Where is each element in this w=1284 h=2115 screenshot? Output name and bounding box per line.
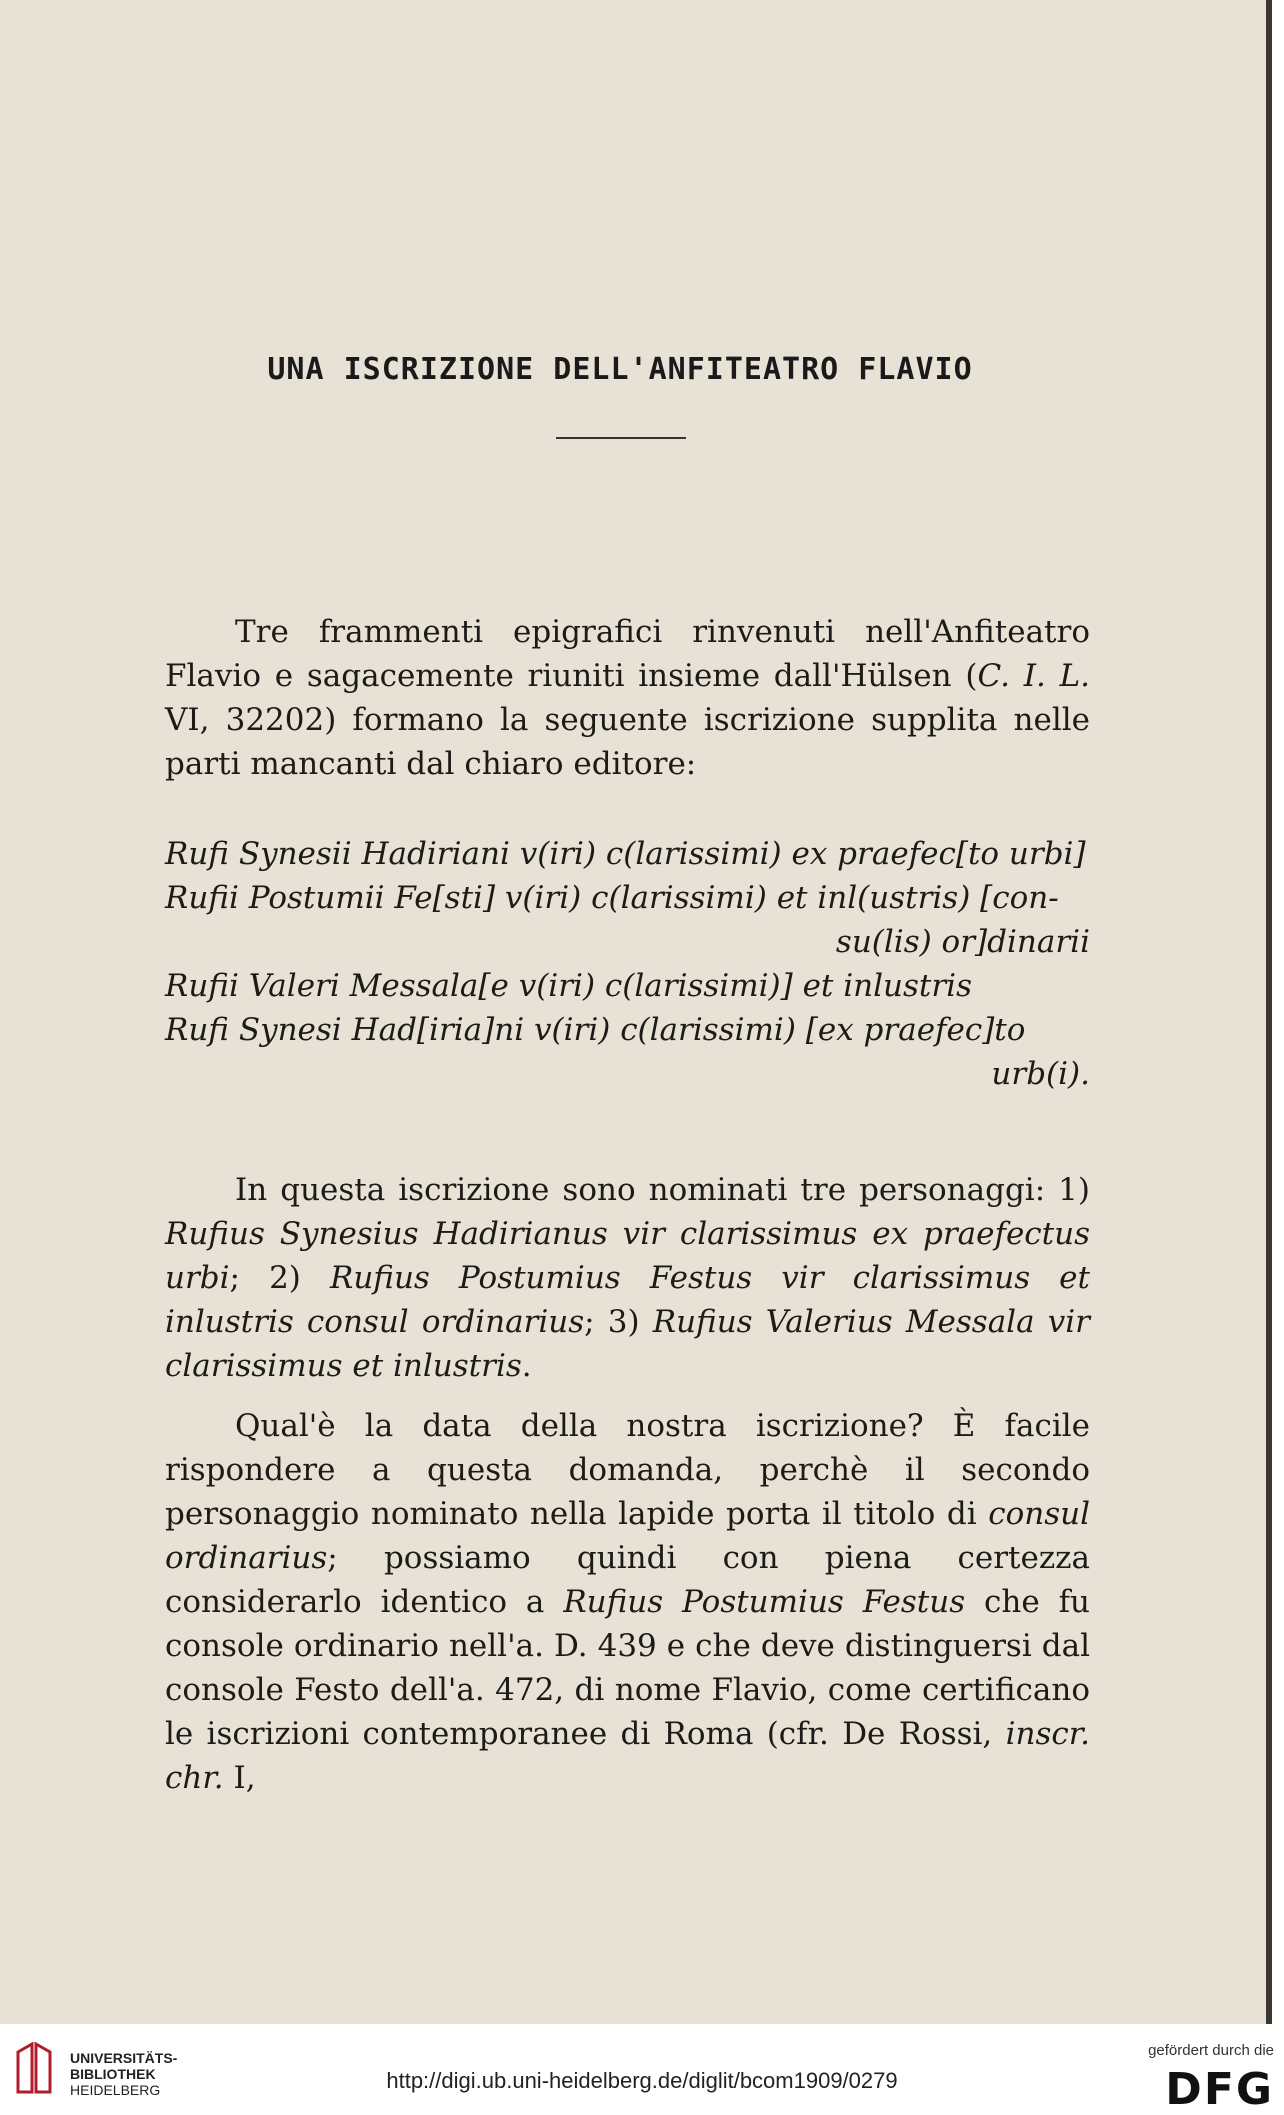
inscription-line: Rufi Synesi Had[iria]ni v(iri) c(larissimi) [ex praefec]to <box>165 1012 1026 1048</box>
footer-bar <box>0 2024 1284 2115</box>
para-italic: Rufius Postumius Festus vir clarissimus et inlustris consul ordinarius <box>165 1260 1090 1340</box>
page-title: UNA ISCRIZIONE DELL'ANFITEATRO FLAVIO <box>267 352 973 387</box>
library-name-line: UNIVERSITÄTS- <box>70 2050 178 2066</box>
intro-text-2: VI, 32202) formano la seguente iscrizione supplita nelle parti mancanti dal chiaro editore: <box>165 702 1090 782</box>
para-text: Qual'è la data della nostra iscrizione? È facile rispondere a questa domanda, perchè il secondo personaggio nominato nella lapide porta il titolo di <box>165 1408 1090 1532</box>
para-text: ; possiamo quindi con piena certezza considerarlo identico a <box>165 1540 1090 1620</box>
library-name-line: HEIDELBERG <box>70 2082 161 2098</box>
para-italic: Rufius Synesius Hadirianus vir clarissimus ex praefectus urbi <box>165 1216 1090 1296</box>
inscription-line: Rufii Postumii Fe[sti] v(iri) c(larissimi) et inl(ustris) [con- <box>165 880 1059 916</box>
source-url-link[interactable]: http://digi.ub.uni-heidelberg.de/diglit/bcom1909/0279 <box>386 2068 898 2093</box>
cil-reference: C. I. L. <box>977 658 1091 694</box>
para-text: ; 2) <box>229 1260 330 1296</box>
para-text: che fu console ordinario nell'a. D. 439 e che deve distinguersi dal console Festo dell'a. 472, di nome Flavio, come certificano le iscrizioni contemporanee di Roma (cfr. De Rossi, <box>165 1584 1091 1752</box>
funded-by-label: gefördert durch die <box>1148 2042 1274 2059</box>
paragraph-data <box>165 1404 1090 1800</box>
inscription-block <box>165 832 1090 1096</box>
paragraph-personaggi <box>165 1168 1090 1388</box>
para-text: . <box>521 1348 532 1384</box>
para-text: In questa iscrizione sono nominati tre personaggi: 1) <box>235 1172 1090 1208</box>
intro-paragraph <box>165 610 1090 786</box>
dfg-logo: DFG <box>1165 2064 1274 2115</box>
inscription-line: Rufii Valeri Messala[e v(iri) c(larissimi)] et inlustris <box>165 968 972 1004</box>
para-text: I, <box>223 1760 256 1796</box>
inscription-line: urb(i). <box>991 1056 1090 1092</box>
para-text: ; 3) <box>584 1304 653 1340</box>
inscription-line: Rufi Synesii Hadiriani v(iri) c(larissimi) ex praefec[to urbi] <box>165 836 1086 872</box>
library-name-line: BIBLIOTHEK <box>70 2066 156 2082</box>
intro-text-1: Tre frammenti epigrafici rinvenuti nell'Anfiteatro Flavio e sagacemente riuniti insieme dall'Hülsen ( <box>165 614 1090 694</box>
para-italic: consul ordinarius <box>165 1496 1090 1576</box>
title-rule <box>556 437 686 439</box>
para-italic: Rufius Postumius Festus <box>563 1584 966 1620</box>
inscription-line: su(lis) or]dinarii <box>835 924 1090 960</box>
para-italic: Rufius Valerius Messala vir clarissimus et inlustris <box>165 1304 1090 1384</box>
para-italic: inscr. chr. <box>165 1716 1090 1796</box>
